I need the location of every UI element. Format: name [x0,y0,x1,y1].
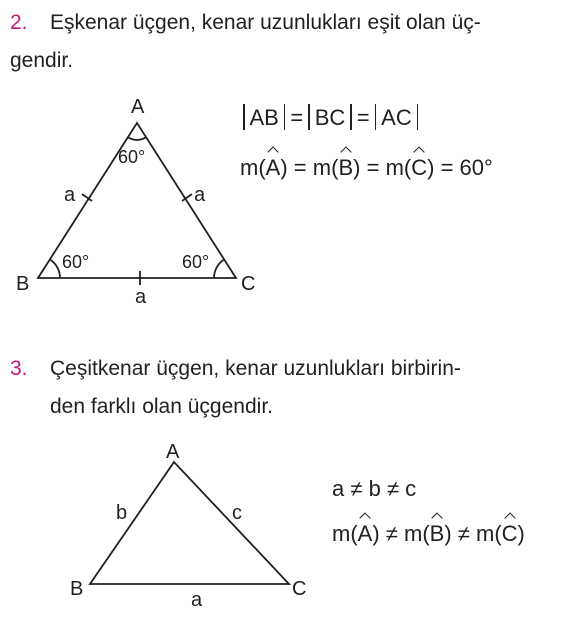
angle-value: 60° [459,155,493,180]
angle-b: B [338,155,354,180]
abs-bar [417,104,419,130]
eq-angle-b-label: 60° [62,252,90,272]
item2-text-line1: Eşkenar üçgen, kenar uzunlukları eşit olan üç- [50,11,481,34]
side-ac: AC [381,105,412,130]
side-c: c [405,476,417,501]
paren-close: ) [517,521,525,546]
measure-m: m [312,155,332,180]
eq-vertex-c: C [241,273,256,295]
eq-side-ab-label: a [64,184,76,206]
equals-sign: = [440,155,454,180]
sc-vertex-a: A [166,441,180,463]
paren-close: ) [353,155,361,180]
abs-bar [350,104,352,130]
abs-bar [375,104,377,130]
paren-open: ( [403,155,412,180]
measure-m: m [240,155,259,180]
eq-side-ac-label: a [194,184,206,206]
paren-close: ) [444,521,452,546]
measure-m: m [385,155,404,180]
not-equal-sign: ≠ [386,476,400,501]
item3-number: 3. [10,357,28,380]
side-a: a [332,476,345,501]
angle-arc-c [214,259,224,278]
not-equal-sign: ≠ [350,476,363,501]
eq-side-bc-label: a [135,286,147,308]
not-equal-sign: ≠ [457,521,470,546]
measure-m: m [476,521,495,546]
paren-close: ) [372,521,380,546]
equals-sign: = [366,155,380,180]
eq-angle-c-label: 60° [182,252,210,272]
paren-close: ) [427,155,435,180]
equals-sign: = [290,105,304,130]
item2-formula-angles [240,155,493,181]
item3-text-line1: Çeşitkenar üçgen, kenar uzunlukları birbirin- [50,357,461,380]
angle-a: A [357,521,373,546]
sc-vertex-c: C [292,578,307,600]
paren-close: ) [280,155,288,180]
paren-open: ( [350,521,358,546]
angle-arc-a [128,137,146,140]
paren-open: ( [258,155,266,180]
paren-open: ( [331,155,339,180]
equals-sign: = [293,155,307,180]
item2-formula-sides [238,104,423,131]
side-bc: BC [314,105,346,130]
abs-bar [243,104,245,130]
angle-c: C [411,155,428,180]
measure-m: m [332,521,351,546]
side-ab: AB [249,105,279,130]
item3-formula-angles [332,521,525,547]
item2-text-line2: gendir. [10,49,74,72]
angle-c: C [501,521,518,546]
equals-sign: = [356,105,370,130]
side-b: b [368,476,381,501]
abs-bar [284,104,286,130]
angle-a: A [265,155,281,180]
eq-angle-a-label: 60° [118,147,146,167]
angle-b: B [429,521,445,546]
paren-open: ( [422,521,430,546]
angle-arc-b [50,259,60,278]
sc-side-c-label: c [232,502,242,524]
eq-vertex-b: B [16,273,30,295]
sc-side-a-label: a [191,589,203,611]
sc-side-b-label: b [116,502,128,524]
item3-text-line2: den farklı olan üçgendir. [50,395,273,418]
abs-bar [308,104,310,130]
item2-number: 2. [10,11,28,34]
paren-open: ( [494,521,502,546]
measure-m: m [404,521,423,546]
not-equal-sign: ≠ [385,521,398,546]
eq-vertex-a: A [131,96,145,118]
item3-formula-sides [332,476,416,502]
sc-vertex-b: B [70,578,84,600]
